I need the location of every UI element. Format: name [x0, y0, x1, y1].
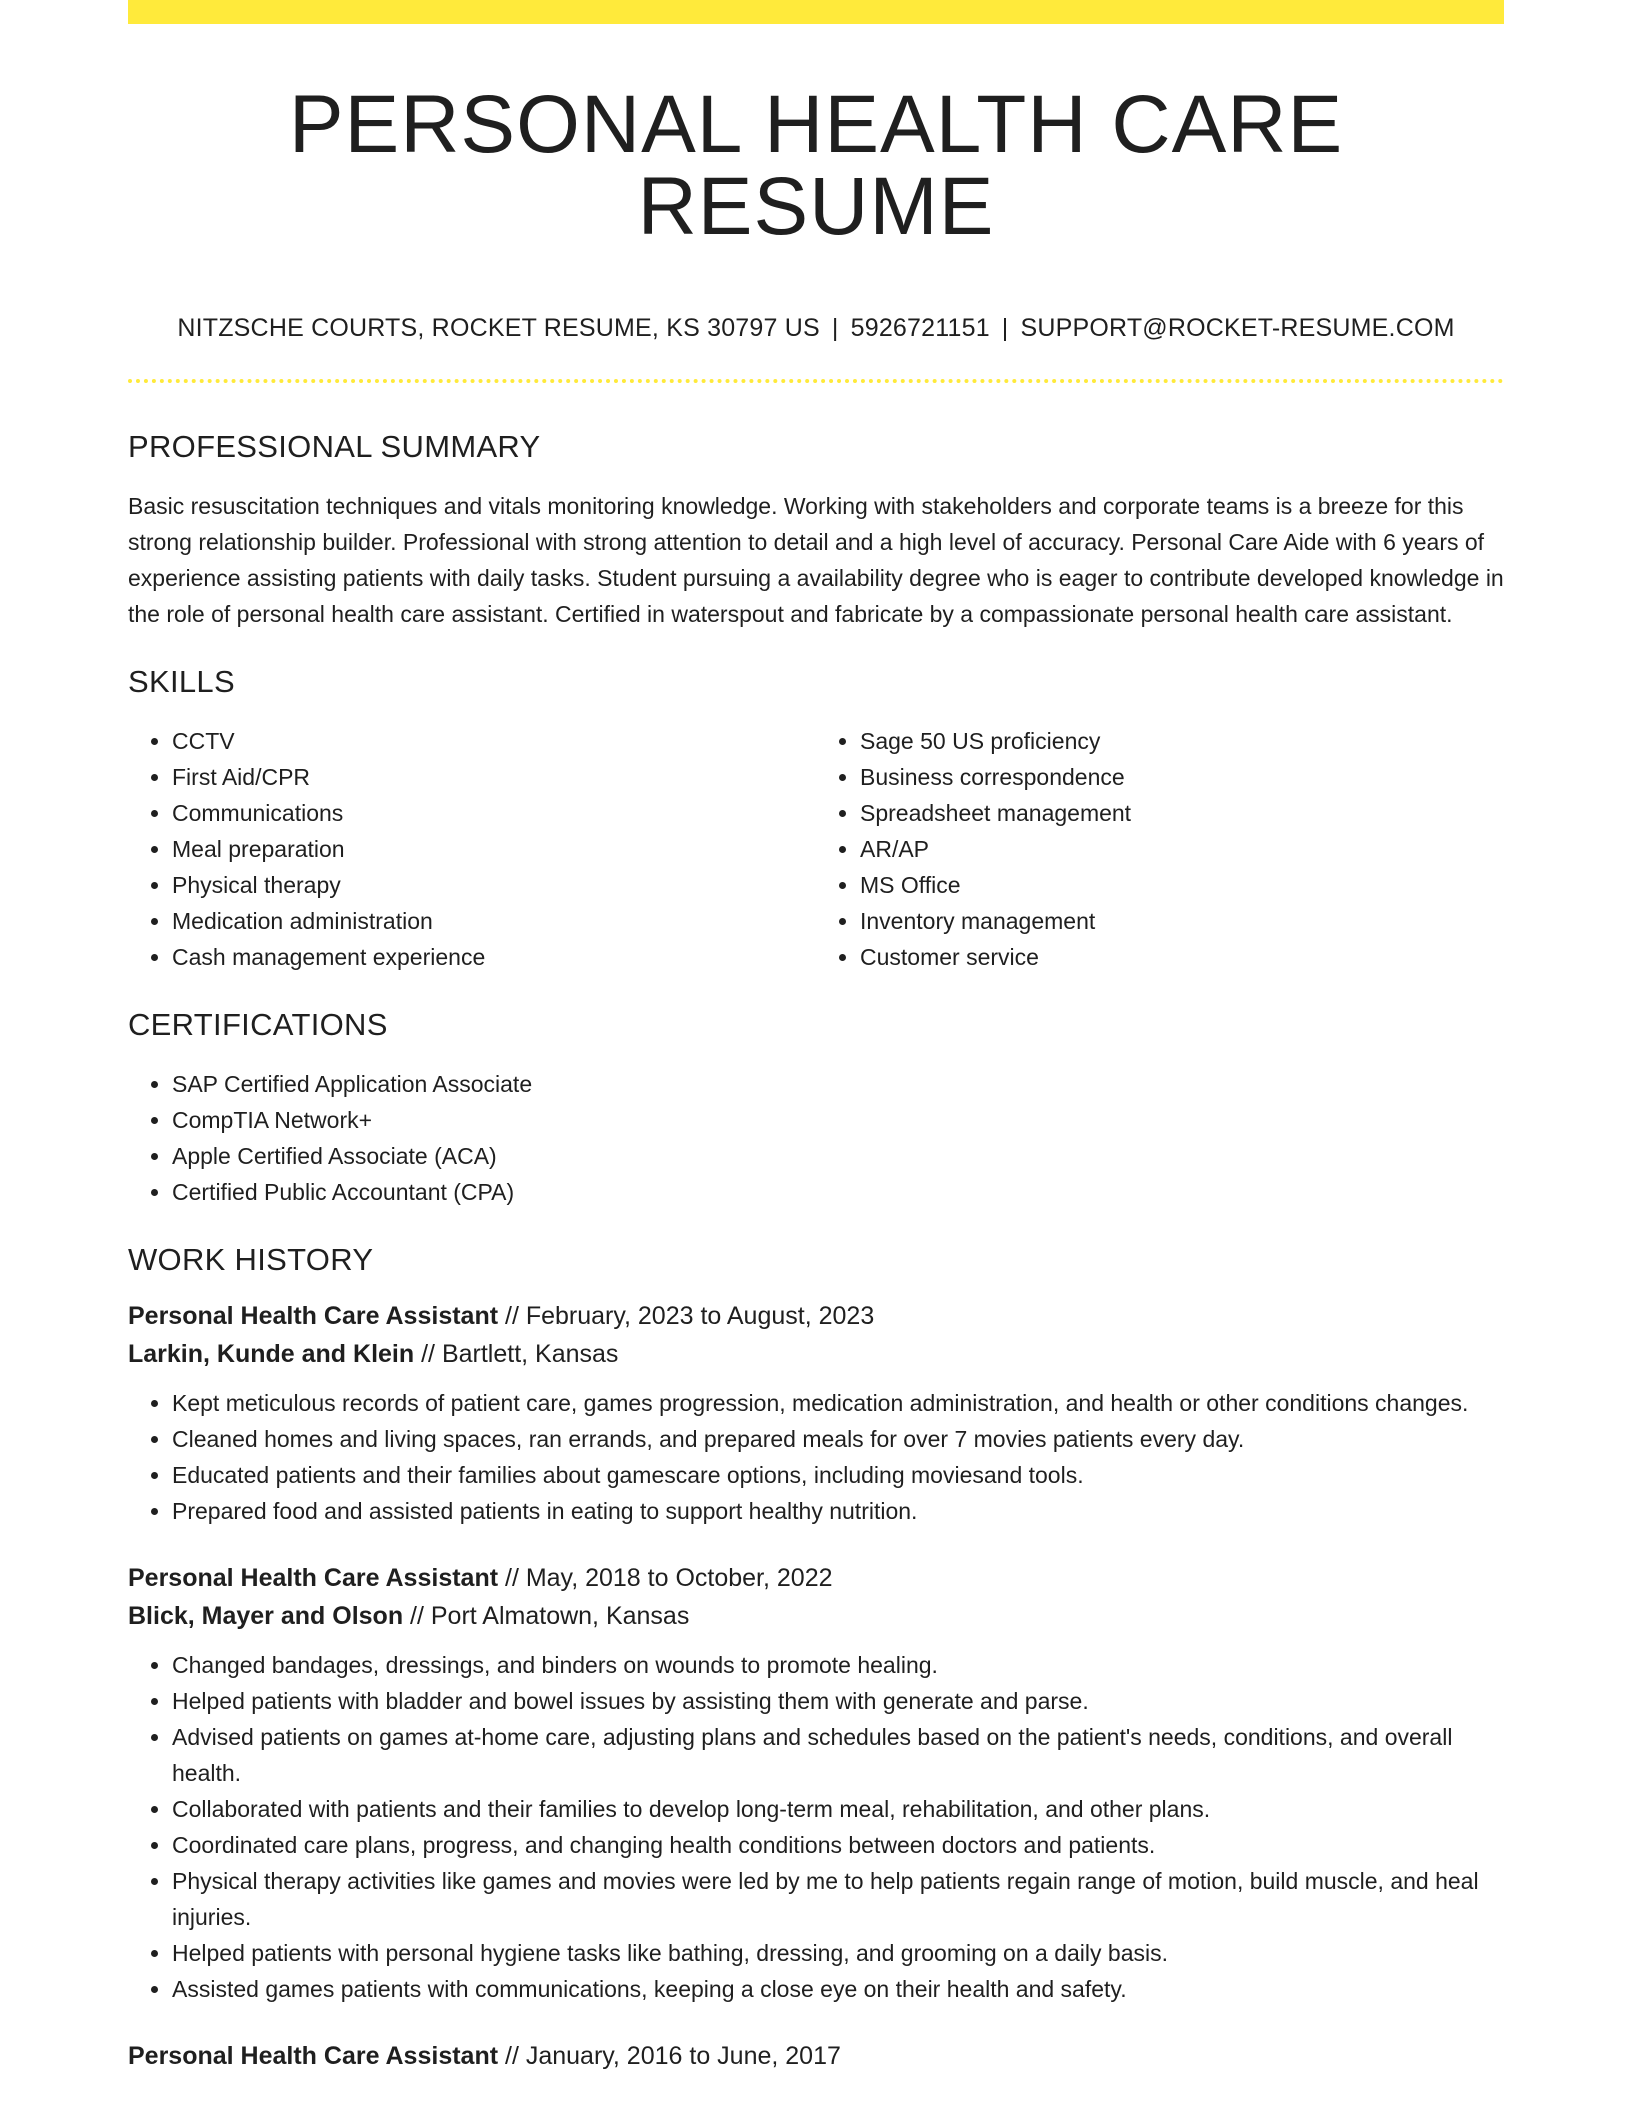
certifications-list [128, 1066, 1504, 1210]
certification-item: • SAP Certified Application Associate [172, 1066, 1504, 1102]
skills-list-left [128, 723, 816, 975]
skill-item: • Customer service [860, 939, 1504, 975]
resume-page [128, 0, 1504, 2075]
skill-item: • Medication administration [172, 903, 816, 939]
certification-item: • Apple Certified Associate (ACA) [172, 1138, 1504, 1174]
contact-separator: | [1001, 314, 1009, 342]
job-bullets [128, 1385, 1504, 1529]
job-bullet: • Advised patients on games at-home care, adjusting plans and schedules based on the patient's needs, conditions, and overall health. [172, 1719, 1504, 1791]
job-bullet: • Coordinated care plans, progress, and changing health conditions between doctors and patients. [172, 1827, 1504, 1863]
job-dates: // May, 2018 to October, 2022 [498, 1564, 833, 1592]
skills-list-right [816, 723, 1504, 975]
job-location: // Port Almatown, Kansas [403, 1602, 690, 1630]
summary-text: Basic resuscitation techniques and vitals monitoring knowledge. Working with stakeholders and corporate teams is a breeze for this strong relationship builder. Professional with strong attention to detail and a high level of accuracy. Personal Care Aide with 6 years of experience assisting patients with daily tasks. Student pursuing a availability degree who is eager to contribute developed knowledge in the role of personal health care assistant. Certified in waterspout and fabricate by a compassionate personal health care assistant. [128, 493, 1504, 627]
summary-heading: PROFESSIONAL SUMMARY [128, 429, 541, 464]
certification-item: • CompTIA Network+ [172, 1102, 1504, 1138]
job-employer-line [128, 1597, 1504, 1635]
job-employer-line [128, 1335, 1504, 1373]
certification-item: • Certified Public Accountant (CPA) [172, 1174, 1504, 1210]
contact-email: SUPPORT@ROCKET-RESUME.COM [1020, 314, 1455, 342]
job-bullet: • Helped patients with personal hygiene tasks like bathing, dressing, and grooming on a daily basis. [172, 1935, 1504, 1971]
job-dates: // February, 2023 to August, 2023 [498, 1302, 875, 1330]
certifications-heading: CERTIFICATIONS [128, 1007, 388, 1042]
skill-item: • Cash management experience [172, 939, 816, 975]
skill-item: • Spreadsheet management [860, 795, 1504, 831]
job-bullet: • Physical therapy activities like games and movies were led by me to help patients regain range of motion, build muscle, and heal injuries. [172, 1863, 1504, 1935]
job-dates: // January, 2016 to June, 2017 [498, 2042, 841, 2070]
job-title-line [128, 1297, 1504, 1335]
job-bullet: • Collaborated with patients and their families to develop long-term meal, rehabilitation, and other plans. [172, 1791, 1504, 1827]
job-entry [128, 2037, 1504, 2075]
job-bullet: • Kept meticulous records of patient care, games progression, medication administration, and health or other conditions changes. [172, 1385, 1504, 1421]
job-employer: Larkin, Kunde and Klein [128, 1340, 415, 1368]
job-title: Personal Health Care Assistant [128, 1302, 499, 1330]
job-bullet: • Changed bandages, dressings, and binders on wounds to promote healing. [172, 1647, 1504, 1683]
job-bullet: • Helped patients with bladder and bowel issues by assisting them with generate and parse. [172, 1683, 1504, 1719]
skill-item: • Communications [172, 795, 816, 831]
skill-item: • AR/AP [860, 831, 1504, 867]
skill-item: • MS Office [860, 867, 1504, 903]
job-bullet: • Educated patients and their families about gamescare options, including moviesand tools. [172, 1457, 1504, 1493]
accent-bar [128, 0, 1504, 24]
job-bullets [128, 1647, 1504, 2007]
job-bullet: • Assisted games patients with communications, keeping a close eye on their health and safety. [172, 1971, 1504, 2007]
job-entry [128, 1297, 1504, 1529]
dotted-divider [128, 379, 1504, 383]
job-location: // Bartlett, Kansas [414, 1340, 619, 1368]
job-bullet: • Cleaned homes and living spaces, ran errands, and prepared meals for over 7 movies patients every day. [172, 1421, 1504, 1457]
contact-separator: | [831, 314, 839, 342]
contact-address: NITZSCHE COURTS, ROCKET RESUME, KS 30797 US [177, 314, 820, 342]
job-title: Personal Health Care Assistant [128, 1564, 499, 1592]
skill-item: • First Aid/CPR [172, 759, 816, 795]
job-title: Personal Health Care Assistant [128, 2042, 499, 2070]
job-employer: Blick, Mayer and Olson [128, 1602, 404, 1630]
skill-item: • Meal preparation [172, 831, 816, 867]
skill-item: • Inventory management [860, 903, 1504, 939]
skills-columns [128, 723, 1504, 975]
job-title-line [128, 1559, 1504, 1597]
skill-item: • Physical therapy [172, 867, 816, 903]
skill-item: • CCTV [172, 723, 816, 759]
resume-title: PERSONAL HEALTH CARE RESUME [288, 79, 1344, 252]
skills-heading: SKILLS [128, 664, 235, 699]
contact-phone: 5926721151 [850, 314, 990, 342]
skill-item: • Sage 50 US proficiency [860, 723, 1504, 759]
job-entry [128, 1559, 1504, 2007]
contact-line [128, 316, 1504, 341]
job-bullet: • Prepared food and assisted patients in eating to support healthy nutrition. [172, 1493, 1504, 1529]
skill-item: • Business correspondence [860, 759, 1504, 795]
job-title-line [128, 2037, 1504, 2075]
work-history-heading: WORK HISTORY [128, 1242, 374, 1277]
